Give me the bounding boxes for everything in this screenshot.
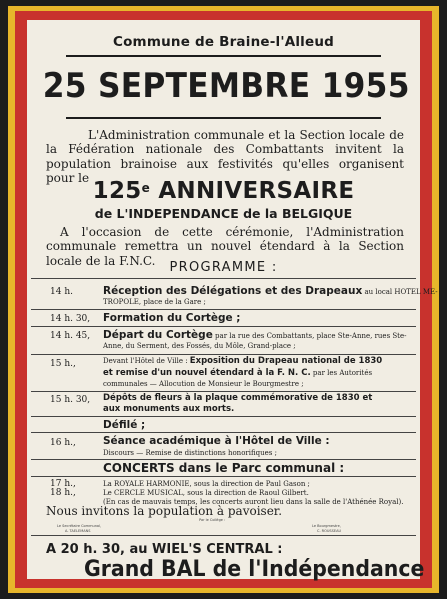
programme-rule (31, 354, 416, 355)
commune-heading: Commune de Braine-l'Alleud (112, 34, 335, 50)
programme-item-line: Discours — Remise de distinctions honorifiques ; (103, 449, 277, 457)
header-rule-top (66, 55, 381, 57)
programme-time: 15 h., (50, 359, 76, 369)
intro-paragraph: L'Administration communale et la Section locale de la Fédération nationale des Combattants invitent la population brainoise aux festivités qu'elles organisent pour le (46, 128, 404, 185)
programme-item: Formation du Cortège ; (103, 312, 241, 324)
concert-line: Le CERCLE MUSICAL, sous la direction de Raoul Gilbert. (103, 489, 309, 497)
programme-item-line: et remise d'un nouvel étendard à la F. N. C. par les Autorités (103, 368, 373, 378)
evening-rule (31, 535, 416, 536)
programme-item: Séance académique à l'Hôtel de Ville : (103, 435, 330, 447)
evening-time: A 20 h. 30, au WIEL'S CENTRAL : (46, 542, 283, 557)
anniversary-title: 125e ANNIVERSAIRE (92, 178, 355, 204)
header-rule-bottom (66, 117, 381, 119)
concert-time: 18 h., (50, 488, 76, 498)
concerts-title: CONCERTS dans le Parc communal : (103, 461, 345, 475)
programme-rule (31, 416, 416, 417)
anniversary-subtitle: de L'INDEPENDANCE de la BELGIQUE (94, 206, 353, 221)
programme-item: Réception des Délégations et des Drapeaux au local HOTEL ME- (103, 285, 438, 297)
signature-mayor-name: C. ROUSSEAU (317, 529, 342, 533)
concert-note: (En cas de mauvais temps, les concerts auront lieu dans la salle de l'Athénée Royal). (103, 498, 404, 506)
programme-time: 14 h. 45, (50, 331, 91, 341)
programme-time: 14 h. (50, 287, 73, 297)
programme-item: Départ du Cortège par la rue des Combattants, place Ste-Anne, rues Ste- (103, 329, 407, 341)
programme-rule (31, 432, 416, 433)
invite-line: Nous invitons la population à pavoiser. (46, 504, 283, 518)
ball-title: Grand BAL de l'Indépendance (84, 557, 425, 582)
signature-secretary-name: A. TAELEMANS (65, 529, 91, 533)
signature-college: Par le Collège : (199, 518, 226, 522)
poster-paper (27, 20, 438, 582)
programme-rule (31, 391, 416, 392)
programme-item-line: aux monuments aux morts. (103, 404, 235, 414)
event-date: 25 SEPTEMBRE 1955 (42, 66, 410, 106)
programme-title: PROGRAMME : (169, 260, 278, 275)
programme-time: 14 h. 30, (50, 314, 91, 324)
concert-line: La ROYALE HARMONIE, sous la direction de Paul Gason ; (103, 480, 310, 488)
programme-rule (31, 326, 416, 327)
programme-item: Devant l'Hôtel de Ville : Exposition du Drapeau national de 1830 (103, 356, 383, 366)
concert-time: 17 h., (50, 479, 76, 489)
ceremony-paragraph: A l'occasion de cette cérémonie, l'Administration communale remettra un nouvel étendard à la Section locale de la F.N.C. (46, 225, 404, 268)
programme-rule (31, 459, 416, 460)
programme-item-line: Anne, du Serment, des Fossés, du Môle, Grand-place ; (103, 342, 296, 350)
programme-time: 16 h., (50, 438, 76, 448)
programme-rule (31, 278, 416, 279)
programme-time: 15 h. 30, (50, 395, 91, 405)
signature-secretary-title: Le Secrétaire Communal, (57, 524, 102, 528)
programme-item-line: TROPOLE, place de la Gare ; (103, 298, 206, 306)
programme-rule (31, 476, 416, 477)
programme-item: Dépôts de fleurs à la plaque commémorative de 1830 et (103, 393, 373, 403)
signature-mayor-title: Le Bourgmestre, (312, 524, 341, 528)
programme-item-line: communales — Allocution de Monsieur le Bourgmestre ; (103, 380, 304, 388)
programme-item: Défilé ; (103, 419, 146, 431)
programme-rule (31, 309, 416, 310)
